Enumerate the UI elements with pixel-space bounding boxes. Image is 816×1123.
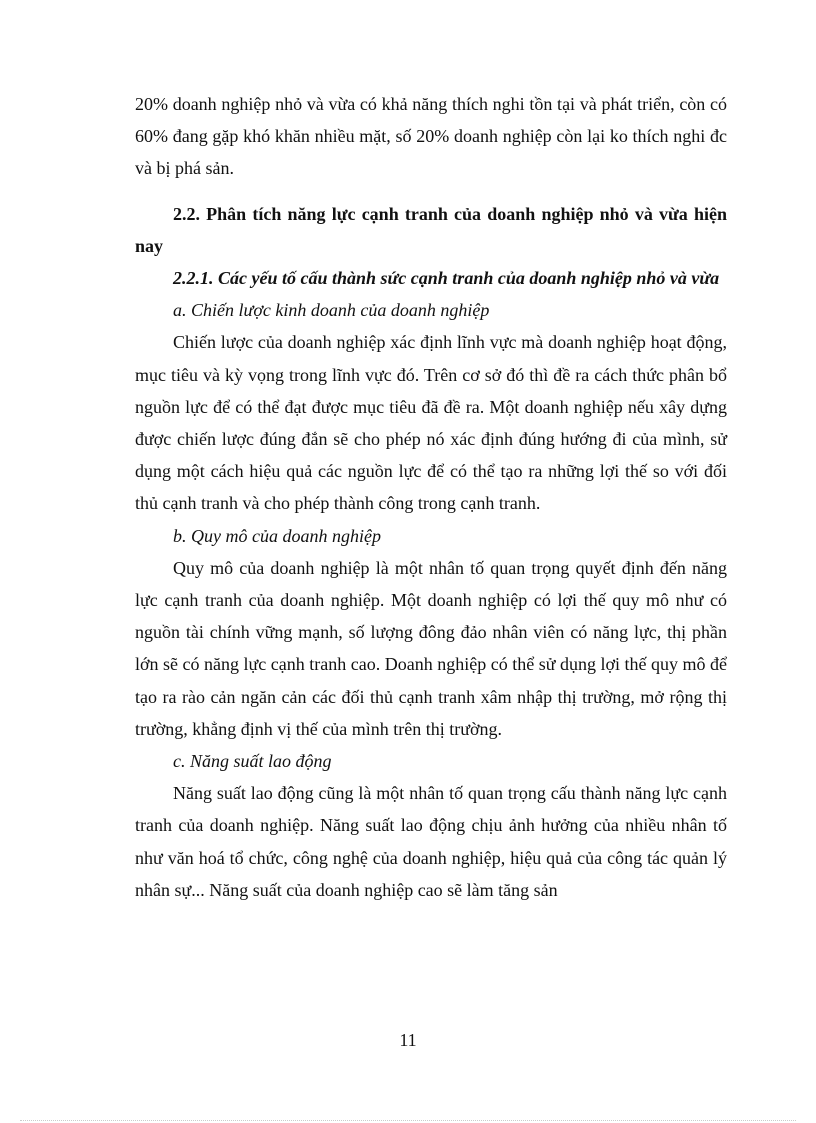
section-heading: 2.2. Phân tích năng lực cạnh tranh của doanh nghiệp nhỏ và vừa hiện nay [135, 203, 727, 256]
intro-paragraph: 20% doanh nghiệp nhỏ và vừa có khả năng thích nghi tồn tại và phát triển, còn có 60% đang gặp khó khăn nhiều mặt, số 20% doanh nghiệp còn lại ko thích nghi đc và bị phá sản. [135, 94, 727, 179]
item-b-paragraph: Quy mô của doanh nghiệp là một nhân tố quan trọng quyết định đến năng lực cạnh tranh của doanh nghiệp. Một doanh nghiệp có lợi thế quy mô như có nguồn tài chính vững mạnh, số lượng đông đảo nhân viên có năng lực, thị phần lớn sẽ có năng lực cạnh tranh cao. Doanh nghiệp có thể sử dụng lợi thế quy mô để tạo ra rào cản ngăn cản các đối thủ cạnh tranh xâm nhập thị trường, mở rộng thị trường, khẳng định vị thế của mình trên thị trường. [135, 557, 727, 739]
item-c-heading: c. Năng suất lao động [173, 751, 332, 772]
item-c-paragraph: Năng suất lao động cũng là một nhân tố quan trọng cấu thành năng lực cạnh tranh của doanh nghiệp. Năng suất lao động chịu ảnh hưởng của nhiều nhân tố như văn hoá tổ chức, công nghệ của doanh nghiệp, hiệu quả của công tác quản lý nhân sự... Năng suất của doanh nghiệp cao sẽ làm tăng sản [135, 783, 727, 900]
item-a-paragraph: Chiến lược của doanh nghiệp xác định lĩnh vực mà doanh nghiệp hoạt động, mục tiêu và kỳ vọng trong lĩnh vực đó. Trên cơ sở đó thì đề ra cách thức phân bổ nguồn lực để có thể đạt được mục tiêu đã đề ra. Một doanh nghiệp nếu xây dựng được chiến lược đúng đắn sẽ cho phép nó xác định đúng hướng đi của mình, sử dụng một cách hiệu quả các nguồn lực để có thể tạo ra những lợi thế so với đối thủ cạnh tranh và cho phép thành công trong cạnh tranh. [135, 332, 727, 514]
page-number: 11 [399, 1030, 417, 1050]
item-a-heading: a. Chiến lược kinh doanh của doanh nghiệp [173, 300, 490, 321]
subsection-heading: 2.2.1. Các yếu tố cấu thành sức cạnh tranh của doanh nghiệp nhỏ và vừa [173, 268, 720, 289]
item-b-heading: b. Quy mô của doanh nghiệp [173, 525, 381, 546]
document-body [135, 88, 727, 906]
page-bottom-divider [20, 1120, 796, 1121]
